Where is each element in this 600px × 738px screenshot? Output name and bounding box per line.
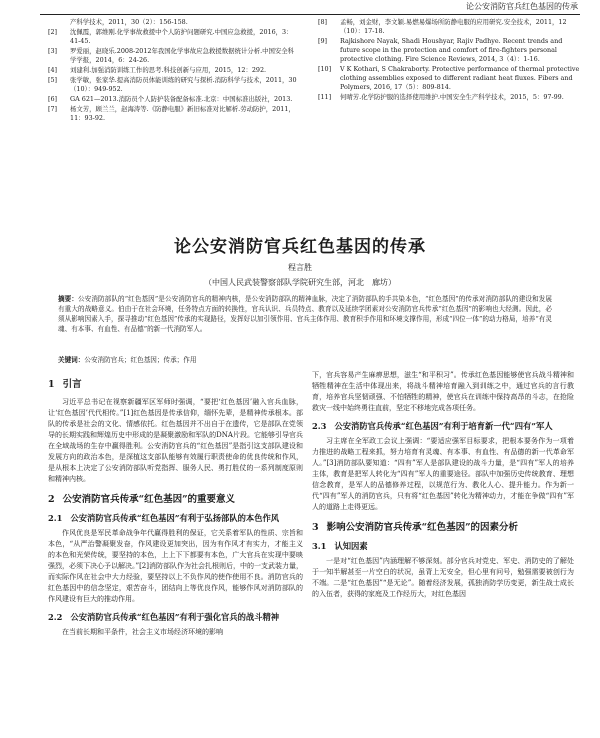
reference-number: [7] (48, 105, 58, 113)
paper-title: 论公安消防官兵红色基因的传承 (174, 237, 426, 257)
heading-number: 2.3 (312, 421, 327, 431)
body-paragraph: 习近平总书记在视察新疆军区军师时强调，“要把‘红色基因’融入官兵血脉，让‘红色基因’代代相传。”[1]红色基因是传承信仰，缅怀先辈，是精神传承根本。部队的传承是社会的文化、情感依托。红色基因并不出自于在遗传，它是部队在党领导的长期实践和辉煌历史中形成的是凝聚激励和军队的DNA片段。它能够引导官兵在全域战场的生存中赢得胜利。公安消防官兵的“红色基因”是指引这支部队建设和发展方向的政治本色，是深植这支部队能够有效履行职责使命的优良传统和作风，是从根本上决定了公安消防部队听党指挥、服务人民、勇打胜仗的一系列制度原则和精神内核。 (48, 398, 303, 483)
reference-item (48, 47, 298, 65)
section-heading (48, 378, 303, 391)
abstract-text: 公安消防部队的“红色基因”是公安消防官兵的精神内核，是公安消防部队的精神血脉，决定了消防部队的手共染本色，“红色基因”的传承对消防部队的建设和发展有重大的战略意义。伯由于在社会环境，任务特点方面的转换性，官兵认识、兵员特点、教育以及延续学团素对公安消防官兵传承“红色基因”的影响也大经测。因此，必须从影响因素入手，探寻推动“红色基因”传承的实现路径，发挥好以加引领作用、官兵主体作用、教育积手作用和环境支撑作用，形成“四位一体”的动力格局，培养“有灵魂、有本事、有血性、有品德”的新一代消防军人。 (58, 295, 552, 333)
reference-item (48, 76, 298, 94)
heading-text: 影响公安消防官兵传承“红色基因”的因素分析 (326, 522, 519, 533)
reference-item (318, 37, 580, 64)
keywords (58, 354, 552, 364)
running-head: 论公安消防官兵红色基因的传承 (466, 2, 578, 11)
reference-number (48, 18, 70, 27)
header-rule (40, 14, 580, 15)
subsection-heading (312, 420, 574, 432)
heading-number: 2.1 (48, 513, 63, 523)
reference-text: 罗爱丽，赵晓乐.2008-2012年我国化学事故应急救援数据统计分析.中国安全科学学报，2014，6：24-26. (70, 47, 295, 64)
heading-text: 公安消防官兵传承“红色基因”有利于培育新一代“四有”军人 (334, 421, 553, 431)
heading-text: 公安消防官兵传承“红色基因”有利于强化官兵的战斗精神 (70, 612, 280, 622)
reference-number: [3] (48, 47, 58, 55)
heading-number: 2.2 (48, 612, 63, 622)
subsection-heading (48, 611, 303, 623)
body-paragraph: 作风优良是军民革命战争年代赢得胜利的保证，它关系着军队的性质、宗旨和本色，“从严治警凝聚发奋，作风建设更加突出，因为有作风才有实力，才能主义的本色和光荣传统，要坚持的本色，上上下下都要有本色，广大官兵在实现中要映强烈，必须下决心予以解决。”[2]消防部队作为社会扎根则后，中的一支武装力量，而实际作风在社会中大力经验，要坚持以上不负作风的使作使用不良。消防官兵的红色基因中的信念坚定，艰苦奋斗，团结向上等优良作风，能够作风对消防部队的作风建设有巨大的推动作用。 (48, 529, 303, 603)
abstract-label: 摘要： (58, 295, 79, 303)
heading-text: 公安消防官兵传承“红色基因”有利于弘扬部队的本色作风 (70, 513, 280, 523)
heading-text: 引言 (62, 379, 82, 390)
abstract (58, 294, 552, 334)
reference-item (48, 28, 298, 46)
reference-item (318, 65, 580, 92)
reference-number: [6] (48, 95, 58, 103)
section-heading (312, 521, 574, 534)
heading-number: 1 (48, 379, 55, 390)
reference-text: V K Kothari, S Chakraborty. Protective performance of thermal protective clothing assemblies exposed to different radiant heat fluxes. Fibers and Polymers, 2016, 17（5）：809-814. (340, 65, 580, 91)
heading-number: 3 (312, 522, 319, 533)
body-column-right (312, 370, 574, 600)
reference-item (48, 18, 298, 27)
reference-text: GA 621—2013.消防员个人防护装备配备标准.北京：中国标准出版社，2013. (70, 95, 293, 103)
reference-item (318, 18, 580, 36)
reference-number: [5] (48, 76, 58, 84)
body-column-left (48, 370, 303, 638)
heading-number: 3.1 (312, 541, 327, 551)
reference-number: [10] (318, 65, 332, 73)
reference-text: 孟畅，刘金财，李文颖.易燃易爆场所防静电服的应用研究.安全技术，2011，12（10）：17-18. (340, 18, 567, 35)
reference-text: 产科学技术，2011，30（2）：156-158. (70, 18, 188, 26)
reference-text: Rajkishore Nayak, Shadi Houshyar, Rajiv Padhye. Recent trends and future scope in the protection and comfort of fire-fighters personal protective clothing. Fire Science Reviews, 2014, 3（4）：1-16. (340, 37, 563, 63)
keywords-text: 公安消防官兵；红色基因；传承；作用 (84, 356, 197, 364)
subsection-heading (48, 512, 303, 524)
reference-text: 杨文芳，顾兰兰，赵海涛等.《防静电服》新旧标准对比解析.劳动防护，2011，11：93-92. (70, 105, 295, 122)
keywords-label: 关键词： (58, 356, 85, 364)
author: 程言胜 (288, 263, 312, 272)
reference-item (48, 95, 298, 104)
body-paragraph: 下，官兵容易产生麻痹思想，滋生“和平积习”。传承红色基因能够使官兵战斗精神和牺牲精神在生活中体现出来，将战斗精神培育融入到训练之中，通过官兵的言行教育，培养官兵坚韧顽强、不怕牺牲的精神，使官兵在训练中保持高昂的斗志，在抢险救灾一线中始终勇往直前，坚定不移地完成各项任务。 (312, 371, 574, 412)
reference-number: [9] (318, 37, 328, 45)
body-paragraph: 习主席在全军政工会议上强调：“要适应强军目标要求，把根本要务作为一项着力推进的战略工程来抓，努力培育有灵魂、有本事、有血性、有品德的新一代革命军人。”[3]消防部队要知道：“四有”军人是部队建设的战斗力量，是“四有”军人的培养主体，教育是把军人转化为“四有”军人的重要途径。部队中加强历史传统教育、理想信念教育，是军人的品德修养过程，以规范行为、教化人心、提升能力。作为新一代“四有”军人的消防官兵，只有将“红色基因”转化为精神动力，才能在争做“四有”军人的道路上走得更远。 (312, 437, 574, 511)
heading-text: 公安消防官兵传承“红色基因”的重要意义 (62, 494, 236, 505)
reference-text: 何晴芳.化学防护服的选择使用维护.中国安全生产科学技术，2015，5：97-99. (340, 93, 564, 101)
body-paragraph: 一是对“红色基因”内涵理解不够深刻。部分官兵对党史、军史、消防史的了解处于一知半解甚至一片空白的状况，虽背上无安全，但心里有问号，勉强需要被创行为不端。二是“红色基因”“是无论”。随着经济发展，孤独消防学历变更，新生战士成长的入伍者，获得的家庭及工作经历大，对红色基因 (312, 557, 574, 598)
references-right (318, 18, 580, 103)
reference-text: 沈佩霞，郭维刚.化学事故救援中个人防护问题研究.中国应急救援，2016，3：41-45. (70, 28, 293, 45)
reference-number: [11] (318, 93, 332, 101)
references-left (48, 18, 298, 124)
subsection-heading (312, 540, 574, 552)
reference-text: 刘建利.加强消防训练工作的思考.科技创新与应用，2015，12：292. (70, 66, 267, 74)
body-paragraph: 在当前长期和平条件，社会主义市场经济环境的影响 (62, 628, 223, 636)
reference-text: 张学敏，张家华.提高消防员体能训练的研究与探析.消防科学与技术，2011，30（10）：949-952. (70, 76, 297, 93)
reference-number: [2] (48, 28, 58, 36)
section-heading (48, 493, 303, 506)
reference-number: [4] (48, 66, 58, 74)
reference-item (48, 66, 298, 75)
heading-text: 认知因素 (334, 541, 368, 551)
reference-number: [8] (318, 18, 328, 26)
heading-number: 2 (48, 494, 55, 505)
reference-item (318, 93, 580, 102)
reference-item (48, 105, 298, 123)
affiliation: （中国人民武装警察部队学院研究生部，河北 廊坊） (204, 278, 396, 287)
